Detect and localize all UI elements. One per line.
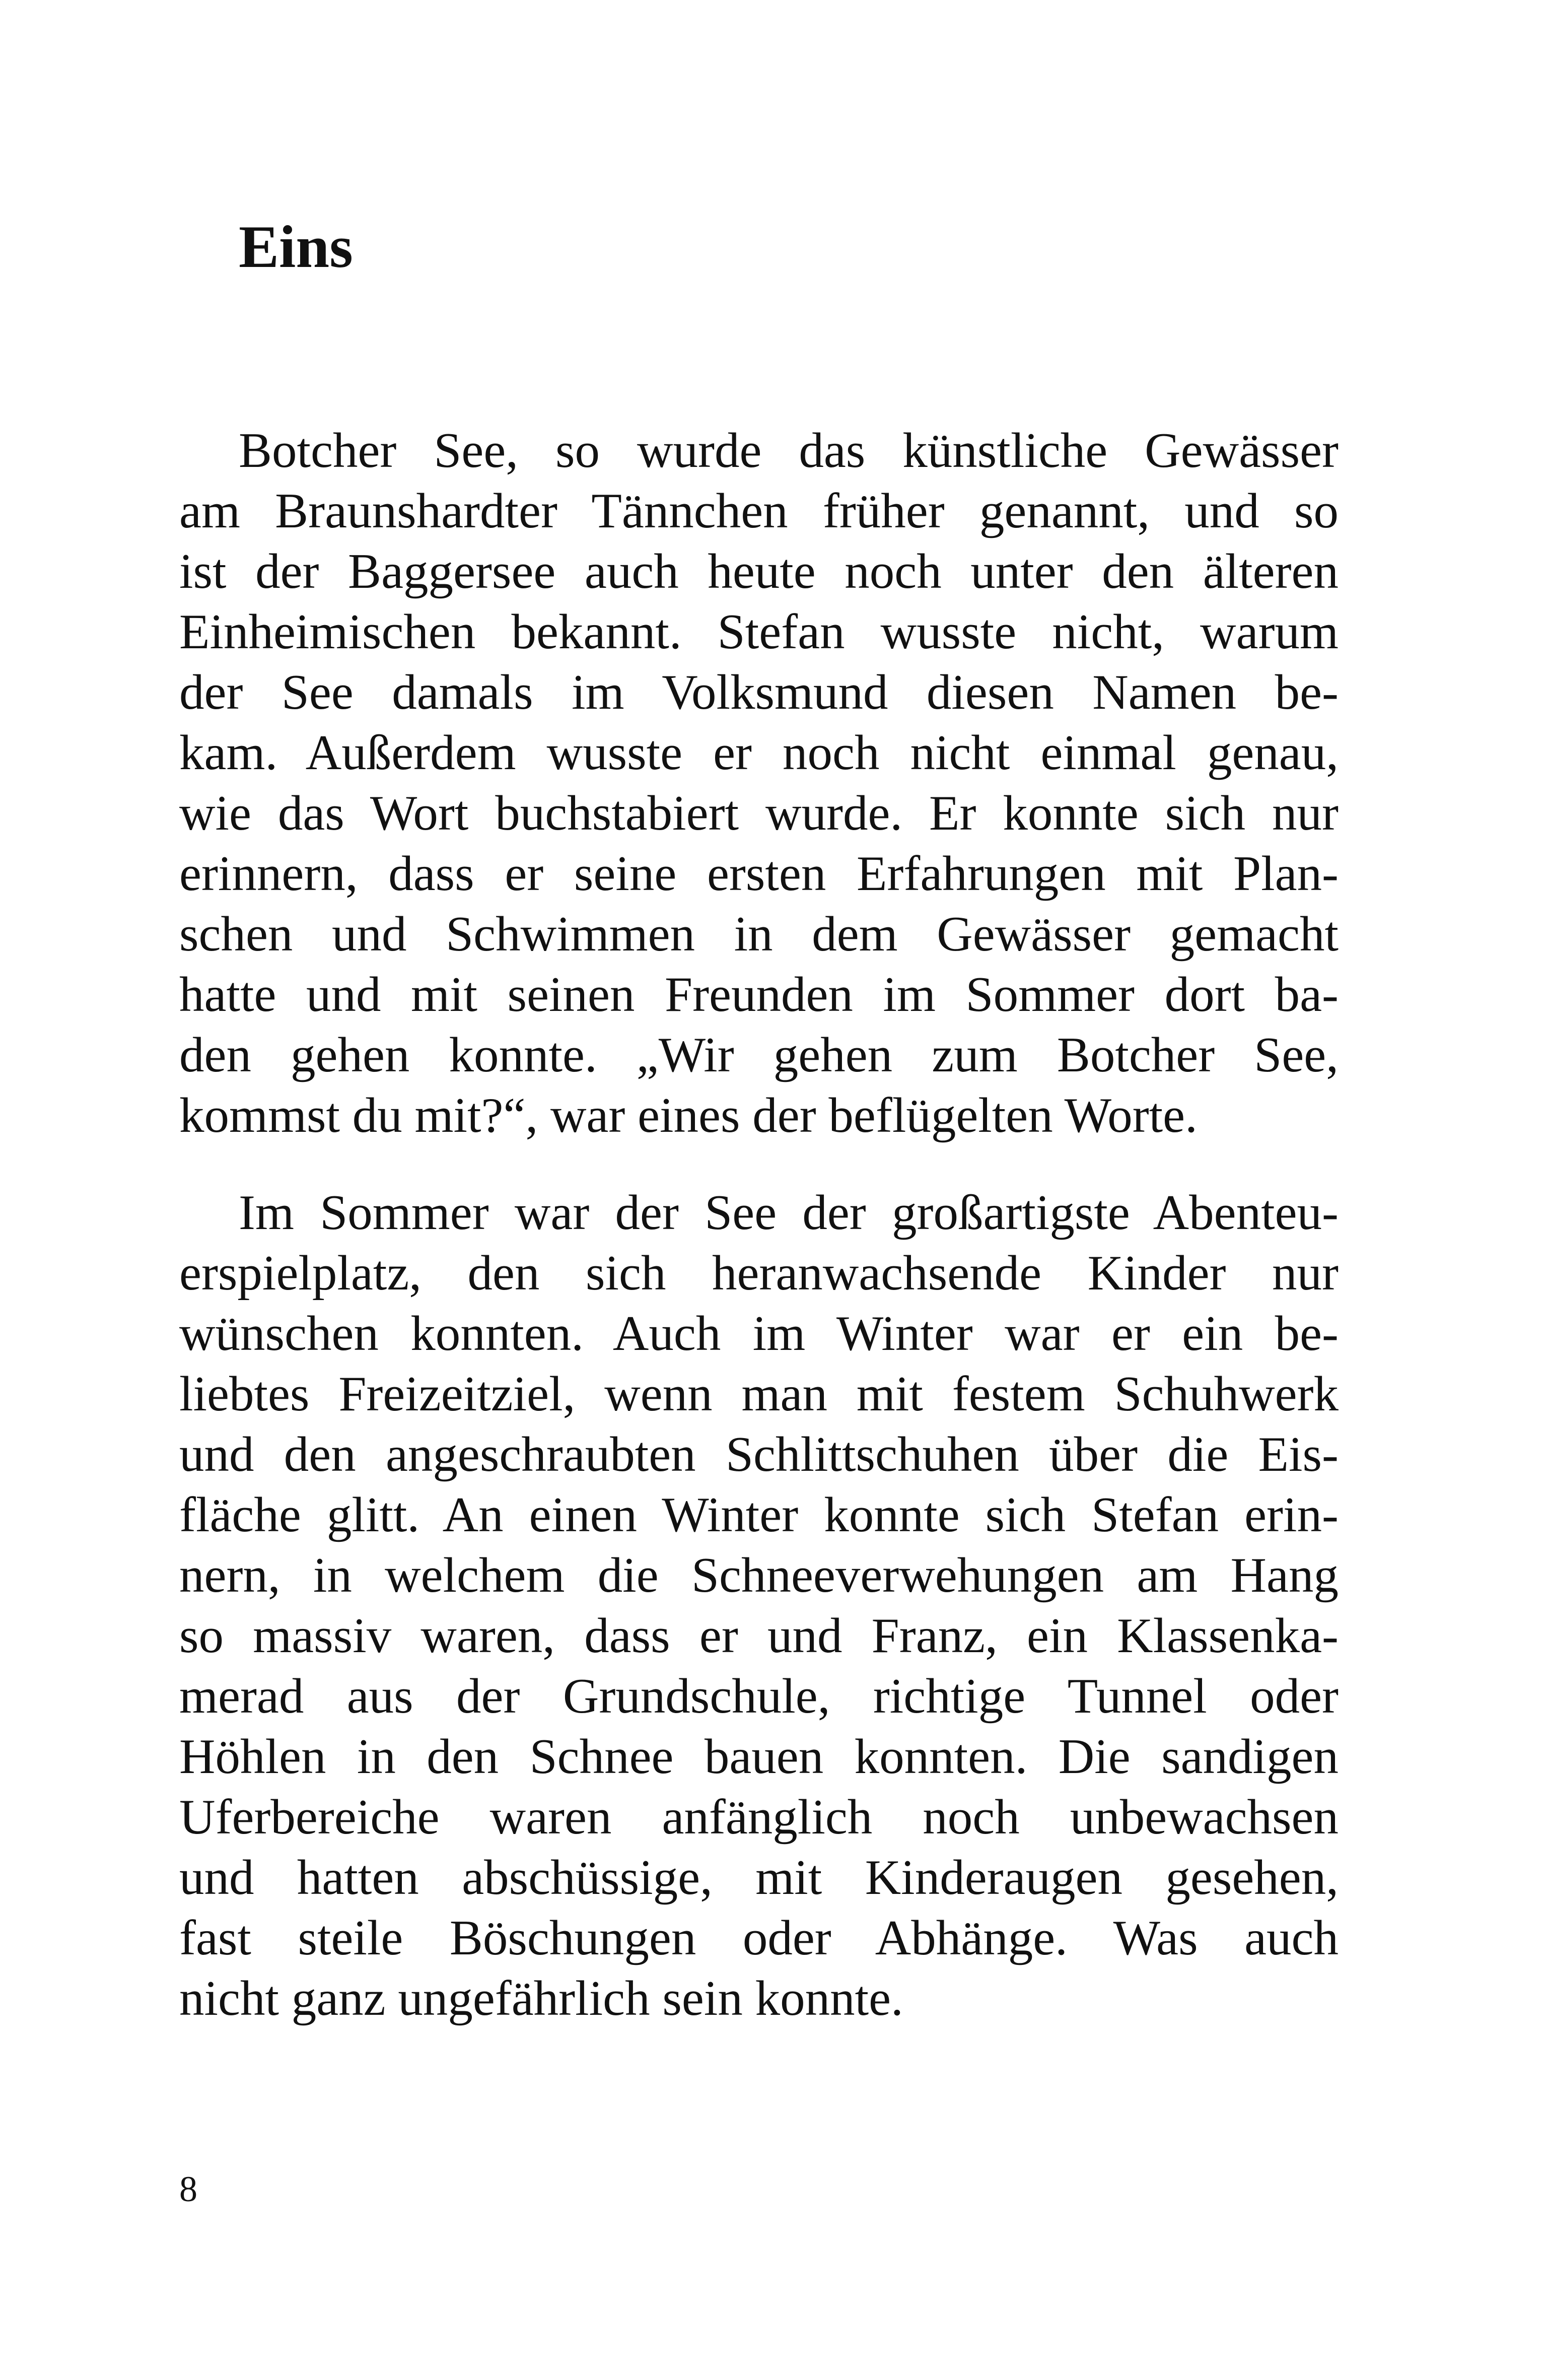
- text-line: der See damals im Volksmund diesen Namen be-: [179, 665, 1339, 720]
- text-line: nicht ganz ungefährlich sein konnte.: [179, 1971, 903, 2026]
- text-line: fläche glitt. An einen Winter konnte sich Stefan erin-: [179, 1487, 1339, 1542]
- text-line: Botcher See, so wurde das künstliche Gewässer: [239, 423, 1339, 478]
- text-line: Im Sommer war der See der großartigste Abenteu-: [239, 1185, 1339, 1240]
- text-line: schen und Schwimmen in dem Gewässer gemacht: [179, 907, 1339, 962]
- paragraph-2: [179, 1183, 1339, 2029]
- text-line: Einheimischen bekannt. Stefan wusste nicht, warum: [179, 604, 1339, 659]
- text-line: wünschen konnten. Auch im Winter war er ein be-: [179, 1306, 1339, 1361]
- text-line: hatte und mit seinen Freunden im Sommer dort ba-: [179, 967, 1339, 1022]
- text-line: den gehen konnte. „Wir gehen zum Botcher See,: [179, 1028, 1339, 1082]
- page-number: 8: [179, 2169, 197, 2209]
- text-line: Höhlen in den Schnee bauen konnten. Die sandigen: [179, 1729, 1339, 1784]
- text-line: merad aus der Grundschule, richtige Tunnel oder: [179, 1669, 1339, 1724]
- text-line: ist der Baggersee auch heute noch unter den älteren: [179, 544, 1339, 599]
- text-line: Uferbereiche waren anfänglich noch unbewachsen: [179, 1790, 1339, 1845]
- chapter-title: Eins: [239, 213, 353, 280]
- text-line: wie das Wort buchstabiert wurde. Er konnte sich nur: [179, 786, 1339, 841]
- text-line: kommst du mit?“, war eines der beflügelten Worte.: [179, 1088, 1198, 1143]
- text-line: nern, in welchem die Schneeverwehungen am Hang: [179, 1548, 1339, 1603]
- text-line: erinnern, dass er seine ersten Erfahrungen mit Plan-: [179, 846, 1339, 901]
- text-line: am Braunshardter Tännchen früher genannt, und so: [179, 484, 1339, 538]
- text-line: erspielplatz, den sich heranwachsende Kinder nur: [179, 1246, 1339, 1301]
- text-line: kam. Außerdem wusste er noch nicht einmal genau,: [179, 725, 1339, 780]
- text-line: und den angeschraubten Schlittschuhen über die Eis-: [179, 1427, 1339, 1482]
- text-line: liebtes Freizeitziel, wenn man mit festem Schuhwerk: [179, 1367, 1339, 1421]
- text-line: und hatten abschüssige, mit Kinderaugen gesehen,: [179, 1850, 1339, 1905]
- paragraph-1: [179, 421, 1339, 1146]
- text-line: so massiv waren, dass er und Franz, ein Klassenka-: [179, 1608, 1339, 1663]
- text-line: fast steile Böschungen oder Abhänge. Was auch: [179, 1911, 1339, 1965]
